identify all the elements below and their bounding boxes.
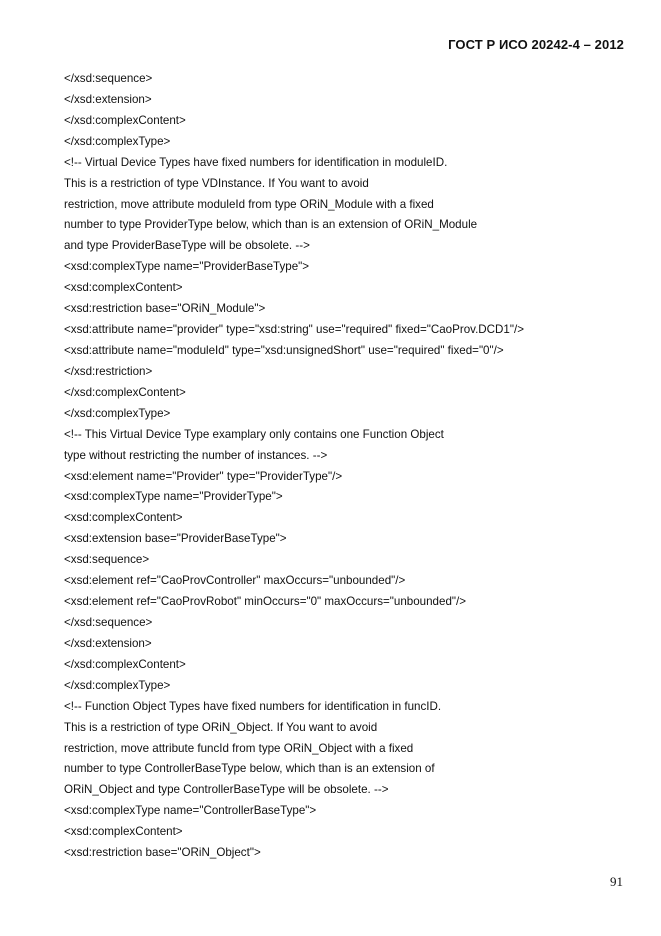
code-line: number to type ControllerBaseType below, which than is an extension of xyxy=(64,762,435,776)
code-line: <xsd:element ref="CaoProvRobot" minOccurs="0" maxOccurs="unbounded"/> xyxy=(64,595,467,609)
code-line: <xsd:complexContent> xyxy=(64,281,183,295)
code-line: </xsd:extension> xyxy=(64,636,152,650)
code-line: </xsd:complexType> xyxy=(64,134,171,148)
code-line: <xsd:element ref="CaoProvController" maxOccurs="unbounded"/> xyxy=(64,574,406,588)
code-line: </xsd:complexType> xyxy=(64,678,171,692)
code-line: and type ProviderBaseType will be obsolete. --> xyxy=(64,239,310,253)
code-line: </xsd:complexType> xyxy=(64,406,171,420)
code-line: <xsd:complexContent> xyxy=(64,825,183,839)
code-line: </xsd:complexContent> xyxy=(64,113,186,127)
code-line: </xsd:complexContent> xyxy=(64,385,186,399)
code-line: number to type ProviderType below, which than is an extension of ORiN_Module xyxy=(64,218,478,232)
code-line: </xsd:sequence> xyxy=(64,72,153,85)
schema-code-listing xyxy=(64,69,634,864)
code-line: This is a restriction of type ORiN_Object. If You want to avoid xyxy=(64,720,378,734)
code-line: <xsd:complexType name="ProviderType"> xyxy=(64,490,283,504)
code-line: </xsd:sequence> xyxy=(64,615,153,629)
code-line: <xsd:element name="Provider" type="ProviderType"/> xyxy=(64,469,343,483)
code-line: <xsd:sequence> xyxy=(64,553,150,567)
code-line: <xsd:restriction base="ORiN_Module"> xyxy=(64,302,266,316)
code-line: ORiN_Object and type ControllerBaseType will be obsolete. --> xyxy=(64,783,389,797)
code-line: restriction, move attribute moduleId from type ORiN_Module with a fixed xyxy=(64,197,434,211)
code-line: <xsd:attribute name="provider" type="xsd:string" use="required" fixed="CaoProv.DCD1"/> xyxy=(64,323,524,337)
code-line: <xsd:complexContent> xyxy=(64,511,183,525)
code-line: </xsd:extension> xyxy=(64,92,152,106)
code-line: </xsd:complexContent> xyxy=(64,657,186,671)
standard-designation: ГОСТ Р ИСО 20242-4 – 2012 xyxy=(448,37,624,52)
page-number: 91 xyxy=(610,874,623,889)
code-line: <!-- Function Object Types have fixed numbers for identification in funcID. xyxy=(64,699,442,713)
code-line: <xsd:extension base="ProviderBaseType"> xyxy=(64,532,287,546)
code-line: <xsd:complexType name="ControllerBaseType"> xyxy=(64,804,317,818)
code-line: restriction, move attribute funcId from type ORiN_Object with a fixed xyxy=(64,741,414,755)
code-line: <xsd:complexType name="ProviderBaseType"> xyxy=(64,260,310,274)
code-line: <xsd:attribute name="moduleId" type="xsd:unsignedShort" use="required" fixed="0"/> xyxy=(64,343,504,357)
code-line: <!-- This Virtual Device Type examplary only contains one Function Object xyxy=(64,427,444,441)
code-line: </xsd:restriction> xyxy=(64,364,153,378)
code-line: <!-- Virtual Device Types have fixed numbers for identification in moduleID. xyxy=(64,155,448,169)
code-line: <xsd:restriction base="ORiN_Object"> xyxy=(64,846,261,860)
code-line: This is a restriction of type VDInstance. If You want to avoid xyxy=(64,176,369,190)
code-line: type without restricting the number of instances. --> xyxy=(64,448,328,462)
